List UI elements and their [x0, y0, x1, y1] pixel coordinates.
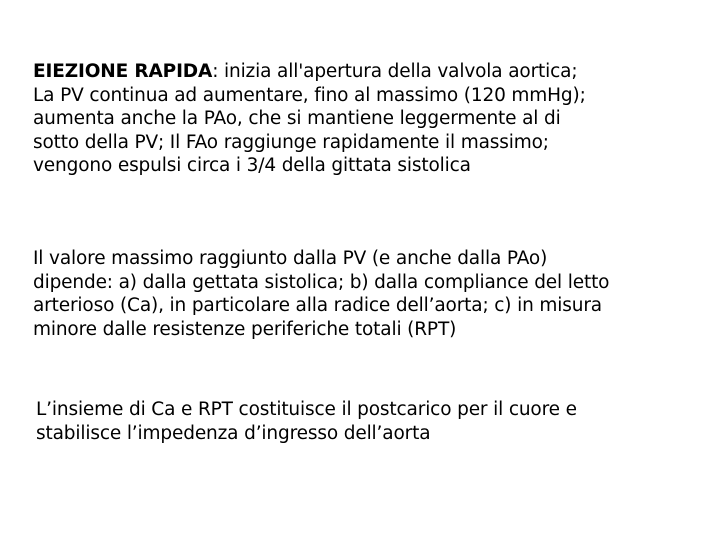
phase-heading: EIEZIONE RAPIDA: [33, 61, 213, 82]
paragraph-afterload: L’insieme di Ca e RPT costituisce il postcarico per il cuore e stabilisce l’impedenza d’ingresso dell’aorta: [36, 399, 577, 444]
paragraph-ejection-phase: [33, 60, 703, 178]
phase-description: : inizia all'apertura della valvola aortica; La PV continua ad aumentare, fino al massimo (120 mmHg); aumenta anche la PAo, che si mantiene leggermente al di sotto della PV; Il FAo raggiunge rapidamente il massimo; vengono espulsi circa i 3/4 della gittata sistolica: [33, 61, 586, 176]
paragraph-peak-pressure: Il valore massimo raggiunto dalla PV (e anche dalla PAo) dipende: a) dalla gettata sistolica; b) dalla compliance del letto arterioso (Ca), in particolare alla radice dell’aorta; c) in misura minore dalle resistenze periferiche totali (RPT): [33, 248, 610, 340]
